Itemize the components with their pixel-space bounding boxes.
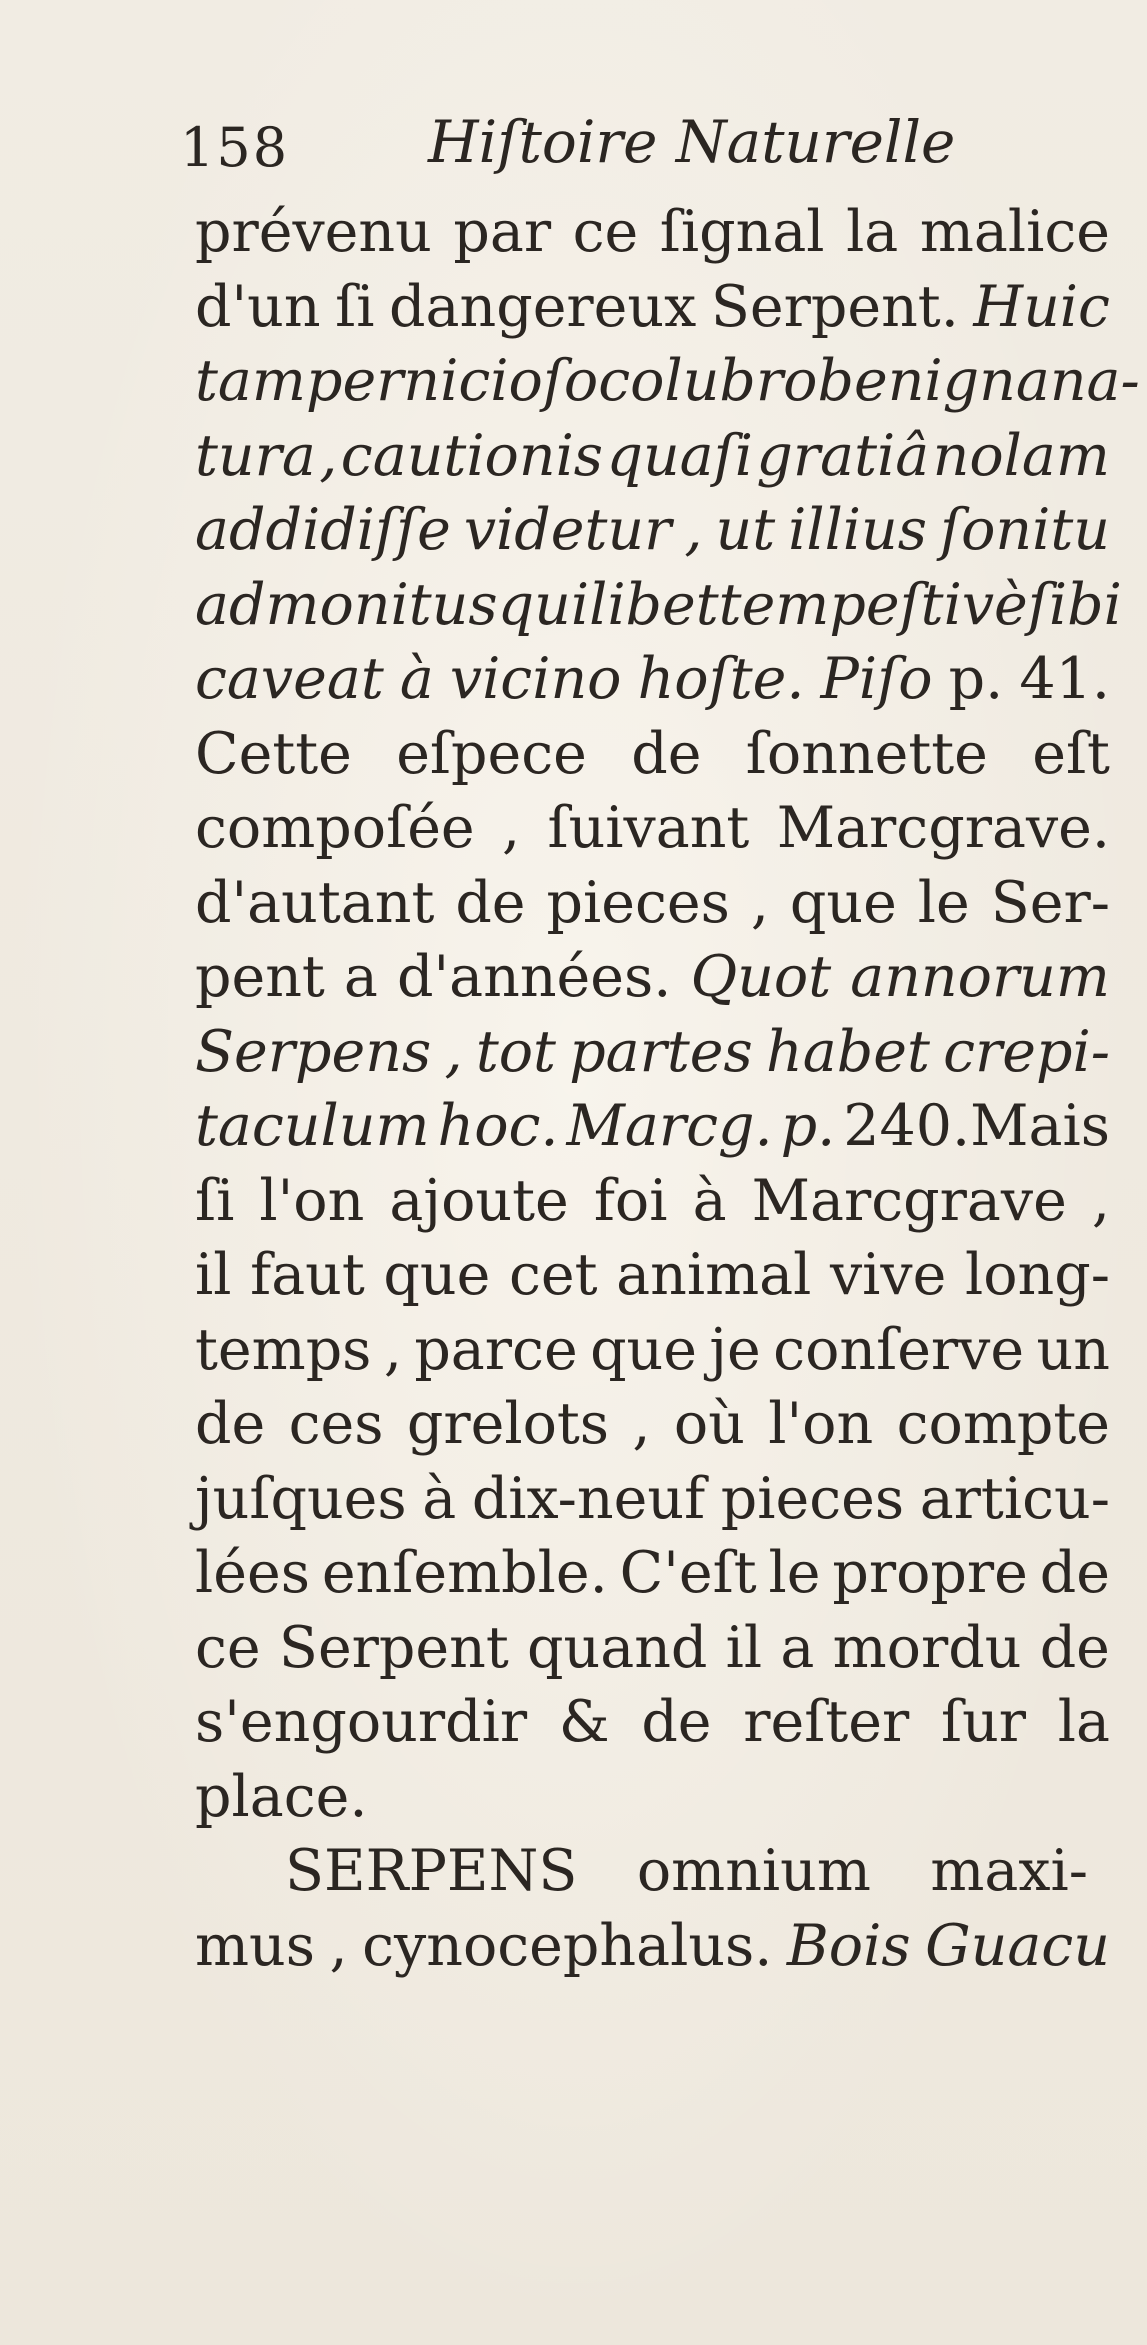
word: a (343, 944, 378, 1010)
word: eſt (1032, 720, 1110, 787)
word: omnium (636, 1838, 871, 1904)
word: Cette (195, 720, 352, 787)
word: de (1039, 1614, 1110, 1681)
word: je (709, 1316, 761, 1383)
italic-word: habet (766, 1018, 930, 1085)
text-line (195, 642, 1110, 717)
italic-word: illius (788, 497, 927, 563)
italic-word: Huic (973, 273, 1110, 340)
word: place. (195, 1763, 368, 1830)
italic-word: caveat (195, 646, 384, 712)
italic-word: tam (195, 348, 306, 414)
word: SERPENS (285, 1838, 578, 1904)
word: il (725, 1614, 763, 1681)
italic-word: , (444, 1018, 463, 1085)
word: de (455, 869, 526, 936)
text-line (195, 1685, 1110, 1760)
text-line (195, 493, 1110, 568)
word: prévenu (195, 199, 432, 265)
text-line (195, 1313, 1110, 1388)
word: que (590, 1316, 697, 1383)
italic-word: colubro (598, 348, 818, 414)
word: pent (195, 944, 325, 1010)
text-line (195, 1462, 1110, 1537)
word: d'années. (396, 944, 672, 1010)
italic-word: , (319, 422, 338, 489)
word: , (1091, 1167, 1110, 1234)
italic-word: gratiâ (756, 422, 930, 489)
italic-word: Serpens (195, 1018, 432, 1085)
italic-word: Marcg. (566, 1093, 773, 1159)
word: juſques (195, 1465, 407, 1532)
italic-word: hoc. (437, 1093, 559, 1159)
italic-word: cautionis (340, 422, 604, 489)
italic-word: ſonitu (940, 497, 1110, 563)
italic-word: Piſo (820, 646, 933, 712)
word: de (631, 720, 702, 787)
word: de (1039, 1540, 1110, 1606)
word: animal (616, 1242, 812, 1308)
word: & (558, 1689, 610, 1755)
word: le (917, 869, 970, 936)
word: articu- (919, 1465, 1110, 1532)
word: eſpece (396, 720, 587, 787)
word: Serpent (278, 1614, 509, 1681)
italic-word: pernicioſo (305, 348, 599, 414)
italic-word: , (684, 497, 703, 563)
italic-word: nolam (932, 422, 1110, 489)
word: que (789, 869, 897, 936)
word: Ser- (990, 869, 1110, 936)
word: ſonnette (745, 720, 988, 787)
italic-word: crepi- (943, 1018, 1110, 1085)
text-line (195, 270, 1110, 345)
word: par (453, 199, 552, 265)
word: ſi (335, 273, 375, 340)
text-line (195, 1089, 1110, 1164)
italic-word: partes (569, 1018, 753, 1085)
word: ce (195, 1614, 261, 1681)
word: d'autant (195, 869, 435, 936)
word: , (632, 1391, 651, 1457)
word: ces (288, 1391, 384, 1457)
word: long- (964, 1242, 1110, 1308)
word: parce (414, 1316, 578, 1383)
text-line (195, 866, 1110, 941)
word: un (1036, 1316, 1110, 1383)
italic-word: admonitus (195, 571, 498, 638)
word: il (195, 1242, 232, 1308)
italic-word: na- (1049, 348, 1140, 414)
word: dix-neuf (471, 1465, 706, 1532)
word: l'on (259, 1167, 365, 1234)
italic-word: à (399, 646, 434, 712)
text-line (195, 1834, 1110, 1909)
word: le (768, 1540, 821, 1606)
word: faut (250, 1242, 365, 1308)
word: d'un (195, 273, 321, 340)
word: s'engourdir (195, 1689, 528, 1755)
word: , (383, 1316, 402, 1383)
word: Serpent. (710, 273, 959, 340)
word: cet (508, 1242, 598, 1308)
italic-word: benigna (817, 348, 1050, 414)
word: Marcgrave. (776, 795, 1110, 861)
word: maxi- (930, 1838, 1088, 1904)
italic-word: hoſte. (637, 646, 805, 712)
text-line (195, 1536, 1110, 1611)
italic-word: tot (475, 1018, 556, 1085)
word: foi (593, 1167, 668, 1234)
word: dangereux (389, 273, 697, 340)
text-line (195, 1611, 1110, 1686)
italic-word: tura (195, 422, 316, 489)
word: à (422, 1465, 457, 1532)
text-line (195, 344, 1140, 419)
word: vive (829, 1242, 947, 1308)
running-title: Hiſtoire Naturelle (428, 108, 956, 176)
italic-word: Bois (786, 1912, 911, 1979)
page-number: 158 (180, 116, 290, 179)
word: la (846, 199, 899, 265)
word: conſerve (773, 1316, 1025, 1383)
word: Marcgrave (751, 1167, 1067, 1234)
word: enſemble. (321, 1540, 608, 1606)
italic-word: vicino (449, 646, 622, 712)
italic-word: ſibi (1027, 571, 1122, 638)
word: compoſée (195, 795, 475, 861)
word: 240.Mais (843, 1093, 1110, 1159)
italic-word: p. (780, 1093, 836, 1159)
text-line (195, 195, 1110, 270)
italic-word: addidiſſe (195, 497, 451, 563)
text-line (195, 419, 1110, 494)
word: ce (572, 199, 639, 265)
italic-word: videtur (463, 497, 672, 563)
word: pieces (720, 1465, 905, 1532)
word: a (780, 1614, 815, 1681)
word: l'on (768, 1391, 874, 1457)
word: temps (195, 1316, 372, 1383)
text-line (195, 1909, 1110, 1984)
word: propre (832, 1540, 1028, 1606)
italic-word: tempeſtivè (718, 571, 1028, 638)
italic-word: Quot (690, 944, 832, 1010)
text-line (195, 791, 1110, 866)
word: C'eſt (619, 1540, 757, 1606)
word: la (1057, 1689, 1110, 1755)
text-line (195, 1387, 1110, 1462)
text-line (195, 1238, 1110, 1313)
italic-word: Guacu (925, 1912, 1110, 1979)
text-line (195, 1164, 1110, 1239)
word: , (329, 1912, 348, 1979)
word: ajoute (389, 1167, 569, 1234)
page-header (180, 108, 1080, 178)
word: p. (948, 646, 1004, 712)
italic-word: quilibet (497, 571, 719, 638)
word: que (383, 1242, 491, 1308)
word: malice (919, 199, 1110, 265)
text-line (195, 1760, 1110, 1835)
word: cynocephalus. (362, 1912, 773, 1979)
word: compte (896, 1391, 1110, 1457)
word: ſignal (659, 199, 825, 265)
word: , (502, 795, 521, 861)
word: grelots (406, 1391, 610, 1457)
word: 41. (1019, 646, 1110, 712)
word: de (195, 1391, 266, 1457)
word: mordu (832, 1614, 1022, 1681)
italic-word: quaſi (606, 422, 753, 489)
word: pieces (546, 869, 730, 936)
italic-word: ut (715, 497, 776, 563)
word: quand (527, 1614, 708, 1681)
word: lées (195, 1540, 310, 1606)
word: ſuivant (547, 795, 750, 861)
word: mus (195, 1912, 316, 1979)
text-line (195, 940, 1110, 1015)
word: ſur (940, 1689, 1027, 1755)
word: ſi (195, 1167, 235, 1234)
word: reſter (743, 1689, 910, 1755)
word: à (692, 1167, 727, 1234)
word: où (673, 1391, 745, 1457)
text-line (195, 717, 1110, 792)
word: , (750, 869, 769, 936)
word: de (641, 1689, 712, 1755)
text-line (195, 568, 1122, 643)
italic-word: taculum (195, 1093, 430, 1159)
body-text (195, 195, 1140, 1983)
text-line (195, 1015, 1110, 1090)
italic-word: annorum (850, 944, 1110, 1010)
